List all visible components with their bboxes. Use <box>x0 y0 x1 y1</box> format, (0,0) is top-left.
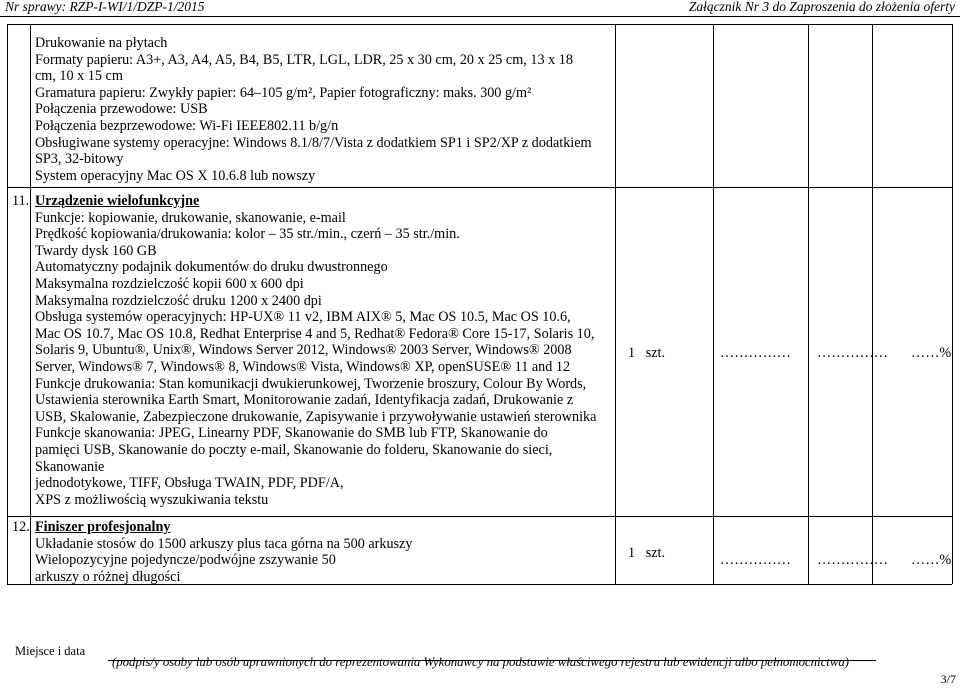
col-border-price <box>808 24 809 584</box>
spec-line: Drukowanie na płytach <box>35 35 168 51</box>
spec-line: Formaty papieru: A3+, A3, A4, A5, B4, B5, LTR, LGL, LDR, 25 x 30 cm, 20 x 25 cm, 13 x 18 <box>35 51 573 68</box>
col-border-description <box>615 24 616 584</box>
spec-line: jednodotykowe, TIFF, Obsługa TWAIN, PDF, PDF/A, <box>35 475 344 492</box>
spec-line: Obsługiwane systemy operacyjne: Windows 8.1/8/7/Vista z dodatkiem SP1 i SP2/XP z dodatkiem <box>35 134 592 151</box>
spec-line: XPS z możliwością wyszukiwania tekstu <box>35 491 269 508</box>
spec-line: Ustawienia sterownika Earth Smart, Monitorowanie zadań, Identyfikacja zadań, Drukowanie z <box>35 392 574 409</box>
spec-line: Maksymalna rozdzielczość druku 1200 x 2400 dpi <box>35 292 322 309</box>
item-11-net-value: …………… <box>817 345 888 361</box>
spec-line: Mac OS 10.7, Mac OS 10.8, Redhat Enterprise 4 and 5, Redhat® Fedora® Core 15-17, Solaris 10, <box>35 325 595 342</box>
continuation-spec <box>35 35 592 184</box>
item-12-spec <box>35 519 412 585</box>
spec-line: Skanowanie <box>35 458 105 475</box>
spec-line: pamięci USB, Skanowanie do poczty e-mail, Skanowanie do folderu, Skanowanie do sieci, <box>35 441 553 458</box>
item-number-11: 11. <box>12 193 30 209</box>
spec-line: Prędkość kopiowania/drukowania: kolor – 35 str./min., czerń – 35 str./min. <box>35 226 460 243</box>
item-11-unit-price: …………… <box>720 345 791 361</box>
col-border-qty <box>713 24 714 584</box>
page-number: 3/7 <box>940 672 956 686</box>
table-top-border <box>7 24 952 25</box>
item-12-net-value: …………… <box>817 552 888 568</box>
spec-line: Server, Windows® 7, Windows® 8, Windows® Vista, Windows® XP, openSUSE® 11 and 12 <box>35 358 571 375</box>
case-number: Nr sprawy: RZP-I-WI/1/DZP-1/2015 <box>5 0 205 14</box>
spec-line: Funkcje drukowania: Stan komunikacji dwukierunkowej, Tworzenie broszury, Colour By Words, <box>35 375 587 392</box>
spec-line: Funkcje: kopiowanie, drukowanie, skanowanie, e-mail <box>35 209 346 226</box>
item-title: Finiszer profesjonalny <box>35 519 171 535</box>
item-11-vat-rate: ……% <box>911 345 952 361</box>
spec-line: Połączenia bezprzewodowe: Wi-Fi IEEE802.11 b/g/n <box>35 117 339 134</box>
spec-line: Automatyczny podajnik dokumentów do druku dwustronnego <box>35 259 388 276</box>
col-border-left <box>7 24 8 584</box>
spec-line: Gramatura papieru: Zwykły papier: 64–105 g/m², Papier fotograficzny: maks. 300 g/m² <box>35 84 532 101</box>
spec-line: Obsługa systemów operacyjnych: HP-UX® 11 v2, IBM AIX® 5, Mac OS 10.5, Mac OS 10.6, <box>35 309 571 326</box>
item-12-vat-rate: ……% <box>911 552 952 568</box>
spec-line: cm, 10 x 15 cm <box>35 68 123 85</box>
item-11-quantity: 1 szt. <box>628 345 666 361</box>
col-border-number <box>30 24 31 584</box>
spec-line: System operacyjny Mac OS X 10.6.8 lub nowszy <box>35 167 316 184</box>
item-12-quantity: 1 szt. <box>628 545 666 561</box>
spec-line: arkuszy o różnej długości <box>35 568 181 585</box>
item-title: Urządzenie wielofunkcyjne <box>35 193 200 209</box>
spec-line: Solaris 9, Ubuntu®, Unix®, Windows Server 2012, Windows® 2003 Server, Windows® 2008 <box>35 342 572 359</box>
item-number-12: 12. <box>12 519 30 535</box>
spec-line: Maksymalna rozdzielczość kopii 600 x 600 dpi <box>35 275 304 292</box>
col-border-value <box>872 24 873 584</box>
spec-line: Funkcje skanowania: JPEG, Linearny PDF, Skanowanie do SMB lub FTP, Skanowanie do <box>35 425 548 442</box>
header-rule <box>0 16 960 17</box>
item-11-spec <box>35 193 596 508</box>
place-and-date-label: Miejsce i data <box>15 644 86 658</box>
item-12-unit-price: …………… <box>720 552 791 568</box>
attachment-title: Załącznik Nr 3 do Zaproszenia do złożenia oferty <box>688 0 955 14</box>
spec-line: Połączenia przewodowe: USB <box>35 101 208 118</box>
col-border-right <box>952 24 953 584</box>
spec-line: Układanie stosów do 1500 arkuszy plus taca górna na 500 arkuszy <box>35 535 413 552</box>
spec-line: Twardy dysk 160 GB <box>35 242 157 259</box>
spec-line: Wielopozycyjne pojedyncze/podwójne zszywanie 50 <box>35 552 336 569</box>
spec-line: SP3, 32-bitowy <box>35 151 124 168</box>
row-divider-12 <box>7 516 952 517</box>
signature-caption: (podpis/y osoby lub osób uprawnionych do reprezentowania Wykonawcy na podstawie właściwego rejestru lub ewidencji albo pełnomocnictwa) <box>112 655 850 669</box>
row-divider-11 <box>7 187 952 188</box>
spec-line: USB, Skalowanie, Zabezpieczone drukowanie, Zapisywanie i przywoływanie ustawień sterownika <box>35 408 597 425</box>
